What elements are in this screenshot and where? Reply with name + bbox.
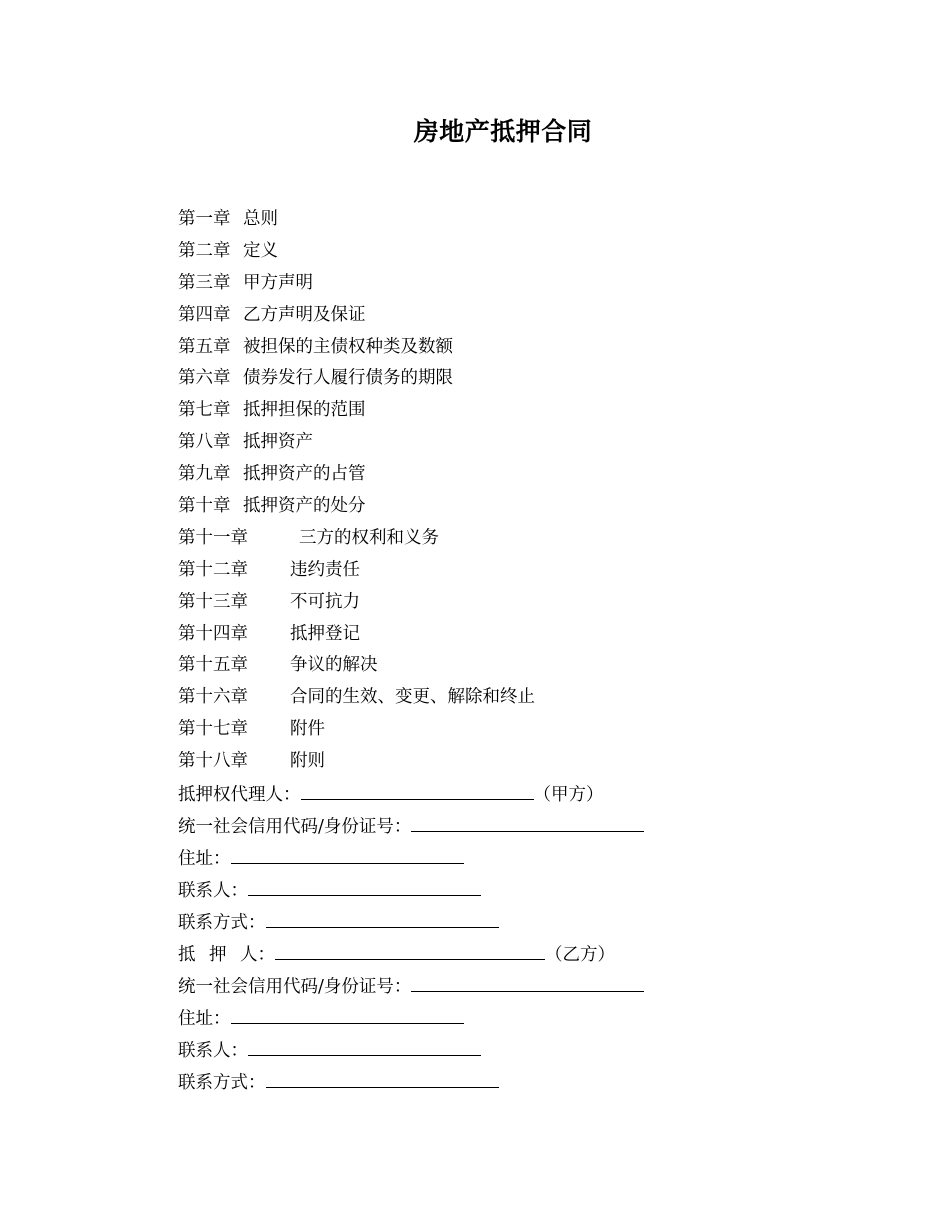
party-b-name-blank[interactable] xyxy=(275,937,545,960)
chapter-list xyxy=(178,204,535,778)
chapter-item xyxy=(178,714,535,746)
chapter-name: 抵押担保的范围 xyxy=(243,400,366,421)
chapter-item xyxy=(178,204,535,236)
chapter-name: 抵押资产的处分 xyxy=(243,496,366,517)
document-title: 房地产抵押合同 xyxy=(413,117,593,146)
party-a-contact-row xyxy=(178,873,644,905)
chapter-name: 抵押资产 xyxy=(243,432,313,453)
party-b-role-row xyxy=(178,937,644,969)
party-b-id-blank[interactable] xyxy=(411,969,644,992)
chapter-name: 合同的生效、变更、解除和终止 xyxy=(290,687,535,708)
chapter-name: 抵押资产的占管 xyxy=(243,464,366,485)
party-b-role-suffix: （乙方） xyxy=(545,945,615,965)
chapter-item xyxy=(178,587,535,619)
chapter-item xyxy=(178,459,535,491)
chapter-name: 抵押登记 xyxy=(290,623,360,644)
chapter-number: 第三章 xyxy=(178,272,231,293)
party-b-address-blank[interactable] xyxy=(231,1001,464,1024)
chapter-item xyxy=(178,363,535,395)
chapter-number: 第二章 xyxy=(178,240,231,261)
chapter-number: 第十八章 xyxy=(178,751,248,772)
party-a-id-label: 统一社会信用代码/身份证号： xyxy=(178,817,412,837)
party-a-contact-method-label: 联系方式： xyxy=(178,913,266,933)
chapter-number: 第一章 xyxy=(178,209,231,229)
chapter-item xyxy=(178,746,535,778)
chapter-name: 三方的权利和义务 xyxy=(299,527,439,548)
chapter-name: 附件 xyxy=(290,719,325,740)
party-a-id-blank[interactable] xyxy=(411,809,644,832)
chapter-name: 总则 xyxy=(243,209,278,229)
chapter-name: 甲方声明 xyxy=(243,272,313,293)
party-a-name-blank[interactable] xyxy=(301,777,534,800)
party-b-role-label-char: 押 xyxy=(209,945,227,965)
chapter-item xyxy=(178,619,535,651)
chapter-item xyxy=(178,650,535,682)
chapter-name: 乙方声明及保证 xyxy=(243,304,366,325)
chapter-number: 第十五章 xyxy=(178,655,248,676)
chapter-number: 第七章 xyxy=(178,400,231,421)
chapter-item xyxy=(178,300,535,332)
chapter-name: 附则 xyxy=(290,751,325,772)
chapter-item xyxy=(178,491,535,523)
chapter-name: 债券发行人履行债务的期限 xyxy=(243,368,453,389)
party-b-id-row xyxy=(178,969,644,1001)
chapter-name: 定义 xyxy=(243,240,278,261)
chapter-number: 第十一章 xyxy=(178,527,248,548)
chapter-number: 第十四章 xyxy=(178,623,248,644)
chapter-name: 争议的解决 xyxy=(290,655,378,676)
party-b-address-row xyxy=(178,1001,644,1033)
party-b-contact-method-label: 联系方式： xyxy=(178,1073,266,1093)
chapter-number: 第十六章 xyxy=(178,687,248,708)
chapter-item xyxy=(178,682,535,714)
chapter-name: 不可抗力 xyxy=(290,591,360,612)
chapter-number: 第八章 xyxy=(178,432,231,453)
chapter-number: 第十三章 xyxy=(178,591,248,612)
chapter-item xyxy=(178,332,535,364)
party-a-contact-blank[interactable] xyxy=(248,873,481,896)
party-b-role-label-char: 抵 xyxy=(178,945,196,965)
party-a-role-label: 抵押权代理人： xyxy=(178,785,301,805)
chapter-number: 第五章 xyxy=(178,336,231,357)
chapter-item xyxy=(178,555,535,587)
party-b-contact-label: 联系人： xyxy=(178,1041,248,1061)
party-a-address-blank[interactable] xyxy=(231,841,464,864)
chapter-number: 第十二章 xyxy=(178,559,248,580)
party-b-contact-method-blank[interactable] xyxy=(266,1065,499,1088)
party-a-role-row xyxy=(178,777,644,809)
chapter-item xyxy=(178,523,535,555)
party-a-contact-label: 联系人： xyxy=(178,881,248,901)
party-b-contact-blank[interactable] xyxy=(248,1033,481,1056)
party-b-address-label: 住址： xyxy=(178,1009,231,1029)
chapter-item xyxy=(178,427,535,459)
chapter-number: 第九章 xyxy=(178,464,231,485)
chapter-item xyxy=(178,395,535,427)
chapter-number: 第十七章 xyxy=(178,719,248,740)
parties-section xyxy=(178,777,644,1097)
chapter-item xyxy=(178,268,535,300)
chapter-name: 违约责任 xyxy=(290,559,360,580)
chapter-number: 第六章 xyxy=(178,368,231,389)
party-b-id-label: 统一社会信用代码/身份证号： xyxy=(178,977,412,997)
chapter-number: 第四章 xyxy=(178,304,231,325)
chapter-number: 第十章 xyxy=(178,496,231,517)
chapter-name: 被担保的主债权种类及数额 xyxy=(243,336,453,357)
party-a-address-row xyxy=(178,841,644,873)
party-a-contact-method-row xyxy=(178,905,644,937)
party-a-role-suffix: （甲方） xyxy=(533,785,604,805)
party-b-contact-row xyxy=(178,1033,644,1065)
party-a-id-row xyxy=(178,809,644,841)
party-a-contact-method-blank[interactable] xyxy=(266,905,499,928)
party-b-contact-method-row xyxy=(178,1065,644,1097)
party-a-address-label: 住址： xyxy=(178,849,231,869)
chapter-item xyxy=(178,236,535,268)
party-b-role-label-char: 人： xyxy=(240,945,275,965)
